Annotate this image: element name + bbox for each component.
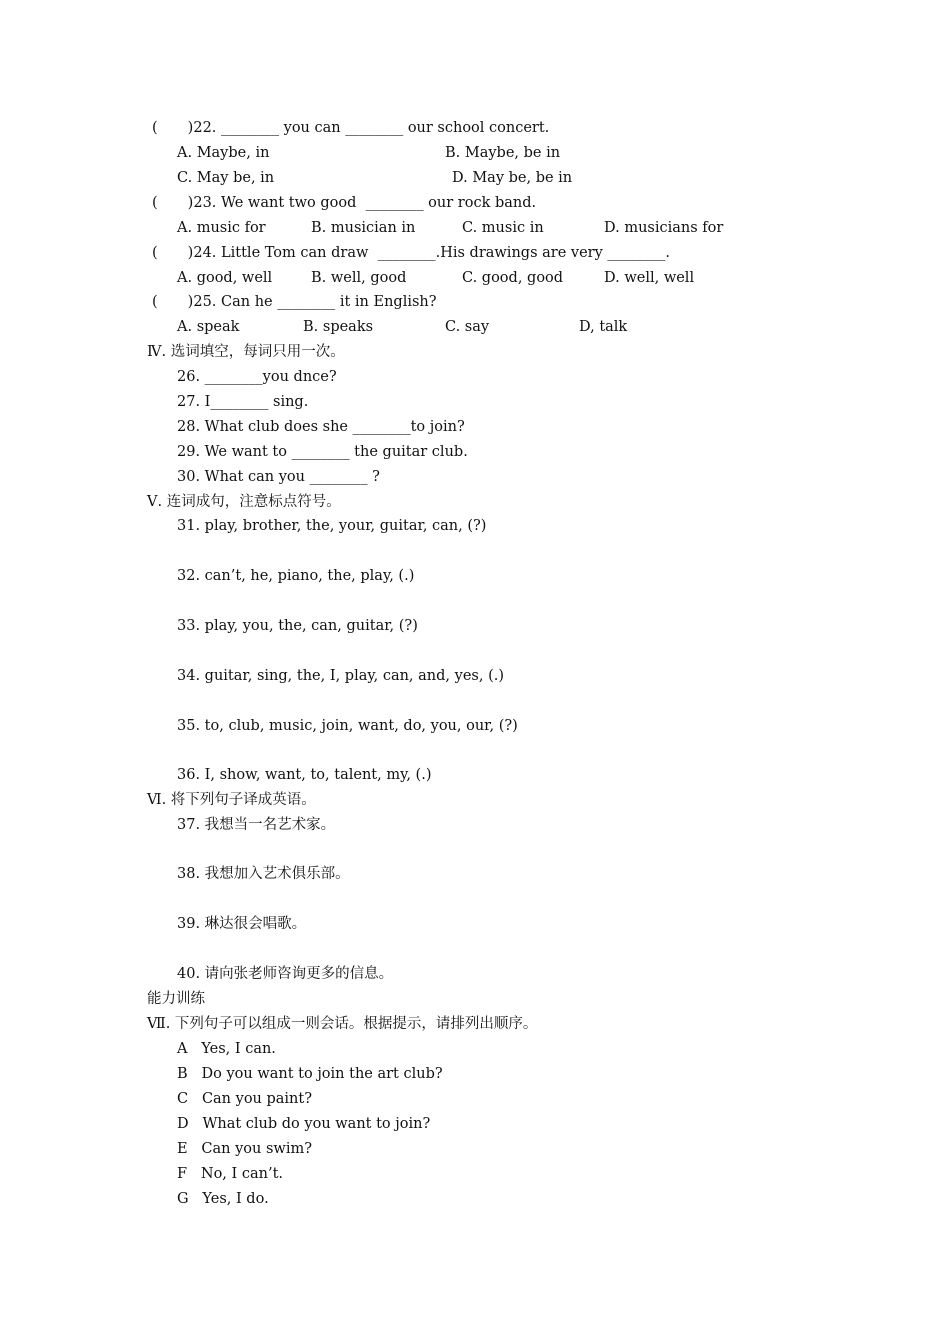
reorder-item: 32. can’t, he, piano, the, play, (.) — [177, 568, 415, 584]
question-number: 24. — [193, 245, 217, 261]
dialogue-letter: D — [177, 1116, 189, 1132]
question-23 — [152, 193, 536, 213]
reorder-item: 34. guitar, sing, the, I, play, can, and, yes, (.) — [177, 668, 504, 684]
section-6-heading: Ⅵ. 将下列句子译成英语。 — [147, 792, 316, 808]
option: D. May be, be in — [452, 170, 573, 186]
section-7-heading: Ⅶ. 下列句子可以组成一则会话。根据提示，请排列出顺序。 — [147, 1016, 538, 1032]
question-number: 23. — [193, 195, 217, 211]
option: A. good, well — [177, 270, 273, 286]
dialogue-item — [177, 1089, 312, 1109]
option: A. speak — [177, 319, 240, 335]
option: C. say — [445, 319, 490, 335]
option: B. speaks — [303, 319, 374, 335]
fill-item: 27. I________ sing. — [177, 394, 309, 410]
fill-item: 30. What can you ________ ? — [177, 469, 380, 485]
option: B. Maybe, be in — [445, 145, 561, 161]
option: C. music in — [462, 220, 544, 236]
option: D. musicians for — [604, 220, 724, 236]
answer-blank-open: ( — [152, 294, 158, 310]
section-4-heading: Ⅳ. 选词填空，每词只用一次。 — [147, 344, 345, 360]
option: B. musician in — [311, 220, 416, 236]
reorder-item: 33. play, you, the, can, guitar, (?) — [177, 618, 418, 634]
dialogue-text: Do you want to join the art club? — [201, 1066, 443, 1082]
dialogue-letter: G — [177, 1191, 189, 1207]
option: A. music for — [177, 220, 266, 236]
dialogue-item — [177, 1139, 312, 1159]
fill-item: 29. We want to ________ the guitar club. — [177, 444, 468, 460]
answer-blank-open: ( — [152, 245, 158, 261]
reorder-item: 35. to, club, music, join, want, do, you, our, (?) — [177, 718, 518, 734]
translate-item: 37. 我想当一名艺术家。 — [177, 817, 336, 833]
translate-item: 39. 琳达很会唱歌。 — [177, 916, 307, 932]
translate-item: 40. 请向张老师咨询更多的信息。 — [177, 966, 394, 982]
section-5-heading: Ⅴ. 连词成句，注意标点符号。 — [147, 494, 341, 510]
dialogue-letter: C — [177, 1091, 189, 1107]
dialogue-item — [177, 1189, 269, 1209]
question-22 — [152, 118, 549, 138]
dialogue-item — [177, 1164, 283, 1184]
option: C. May be, in — [177, 170, 275, 186]
option: D. well, well — [604, 270, 695, 286]
dialogue-text: No, I can’t. — [200, 1166, 284, 1182]
question-24 — [152, 243, 670, 263]
question-stem: ________ you can ________ our school concert. — [221, 120, 550, 136]
dialogue-text: Can you paint? — [201, 1091, 312, 1107]
dialogue-letter: B — [177, 1066, 188, 1082]
reorder-item: 31. play, brother, the, your, guitar, can, (?) — [177, 518, 487, 534]
dialogue-item — [177, 1114, 430, 1134]
dialogue-item — [177, 1039, 276, 1059]
reorder-item: 36. I, show, want, to, talent, my, (.) — [177, 767, 432, 783]
answer-blank-close: ) — [187, 294, 194, 310]
dialogue-text: Yes, I can. — [201, 1041, 276, 1057]
option: A. Maybe, in — [177, 145, 270, 161]
fill-item: 26. ________you dnce? — [177, 369, 337, 385]
dialogue-letter: A — [177, 1041, 188, 1057]
dialogue-item — [177, 1064, 443, 1084]
dialogue-text: Can you swim? — [201, 1141, 312, 1157]
answer-blank-open: ( — [152, 195, 158, 211]
question-number: 25. — [193, 294, 217, 310]
dialogue-letter: F — [177, 1166, 188, 1182]
answer-blank-close: ) — [187, 245, 194, 261]
answer-blank-open: ( — [152, 120, 158, 136]
question-stem: We want two good ________ our rock band. — [221, 195, 537, 211]
dialogue-text: What club do you want to join? — [202, 1116, 431, 1132]
dialogue-text: Yes, I do. — [202, 1191, 269, 1207]
option: C. good, good — [462, 270, 564, 286]
answer-blank-close: ) — [187, 120, 194, 136]
option: B. well, good — [311, 270, 407, 286]
dialogue-letter: E — [177, 1141, 188, 1157]
option: D, talk — [579, 319, 628, 335]
ability-training-heading: 能力训练 — [147, 991, 205, 1007]
question-stem: Little Tom can draw ________.His drawings are very ________. — [221, 245, 670, 261]
question-stem: Can he ________ it in English? — [221, 294, 437, 310]
question-number: 22. — [193, 120, 217, 136]
answer-blank-close: ) — [187, 195, 194, 211]
translate-item: 38. 我想加入艺术俱乐部。 — [177, 866, 350, 882]
question-25 — [152, 292, 437, 312]
fill-item: 28. What club does she ________to join? — [177, 419, 465, 435]
